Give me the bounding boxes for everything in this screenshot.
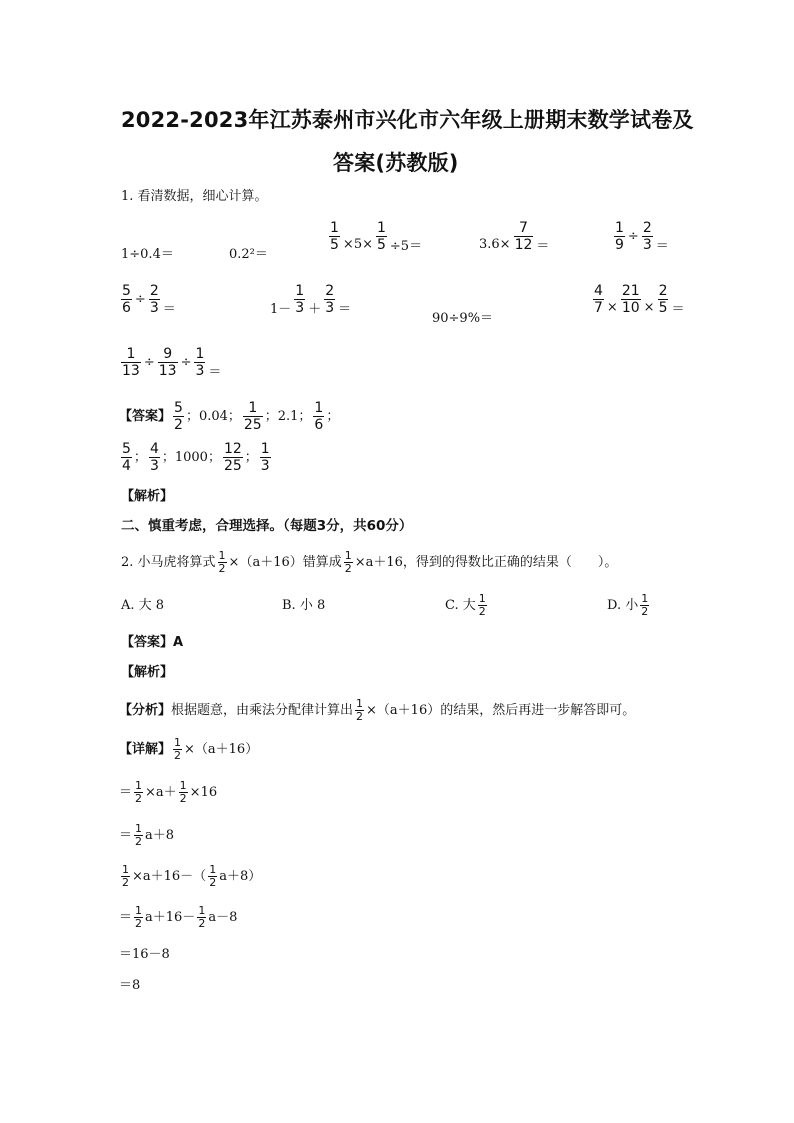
q1-item-e: $\frac{1}{9}$ ÷ $\frac{2}{3}$ ＝ [615, 220, 669, 254]
q2-option-c: C. 大 $\frac{1}{2}$ [445, 592, 486, 618]
q1-item-g: 1－ $\frac{1}{3}$ ＋ $\frac{2}{3}$ ＝ [270, 283, 352, 317]
q1-item-j: $\frac{1}{13}$ ÷ $\frac{9}{13}$ ÷ $\frac{1}{3}$ ＝ [122, 346, 222, 380]
document-title-line2: 答案(苏教版) [333, 151, 459, 175]
q2-option-a: A. 大 8 [121, 598, 165, 613]
section-2-heading: 二、慎重考虑，合理选择。（每题3分，共60分） [121, 518, 413, 534]
q2-detail-line5: ＝ $\frac{1}{2}$ a＋16－ $\frac{1}{2}$ a－8 [119, 904, 238, 930]
question-1-heading: 1. 看清数据，细心计算。 [121, 189, 268, 204]
q2-detail-line3: ＝ $\frac{1}{2}$ a＋8 [119, 822, 175, 848]
q1-item-i: $\frac{4}{7}$ × $\frac{21}{10}$ × $\frac{2}{5}$ ＝ [594, 283, 685, 317]
q2-option-d: D. 小 $\frac{1}{2}$ [607, 592, 649, 618]
q2-fenxi: 【分析】 根据题意，由乘法分配律计算出 $\frac{1}{2}$ ×（a＋16）的结果，然后再进一步解答即可。 [119, 697, 636, 723]
q2-detail-line6: ＝16－8 [119, 947, 170, 962]
q2-detail-line1: 【详解】 $\frac{1}{2}$ ×（a＋16） [119, 736, 259, 762]
q2-option-b: B. 小 8 [282, 598, 326, 613]
q1-analysis-label: 【解析】 [121, 489, 174, 504]
q2-detail-line2: ＝ $\frac{1}{2}$ ×a＋ $\frac{1}{2}$ ×16 [119, 779, 218, 805]
q1-answer-row1: 【答案】 $\frac{5}{2}$ ；0.04； $\frac{1}{25}$ ；2.1； $\frac{1}{6}$ ； [119, 400, 340, 433]
q1-item-a: 1÷0.4＝ [121, 247, 174, 262]
document-title-line1: 2022-2023年江苏泰州市兴化市六年级上册期末数学试卷及 [121, 108, 694, 132]
q1-item-d: 3.6× $\frac{7}{12}$ ＝ [479, 220, 550, 254]
q2-analysis-label: 【解析】 [121, 665, 174, 680]
q1-item-b: 0.2²＝ [229, 247, 268, 262]
q1-item-f: $\frac{5}{6}$ ÷ $\frac{2}{3}$ ＝ [122, 283, 176, 317]
answer-label: 【答案】 [119, 408, 172, 424]
q2-detail-line7: ＝8 [119, 978, 141, 993]
q1-answer-row2: $\frac{5}{4}$ ； $\frac{4}{3}$ ；1000； $\frac{12}{25}$ ； $\frac{1}{3}$ [122, 441, 270, 474]
q1-item-h: 90÷9%＝ [432, 311, 494, 326]
q2-answer: 【答案】A [121, 635, 184, 650]
q1-item-c: $\frac{1}{5}$ ×5× $\frac{1}{5}$ ÷5＝ [330, 220, 423, 254]
q2-stem: 2. 小马虎将算式 $\frac{1}{2}$ ×（a＋16）错算成 $\frac{1}{2}$ ×a＋16，得到的得数比正确的结果（ ）。 [121, 549, 618, 575]
q2-detail-line4: $\frac{1}{2}$ ×a＋16－（ $\frac{1}{2}$ a＋8） [122, 863, 262, 889]
